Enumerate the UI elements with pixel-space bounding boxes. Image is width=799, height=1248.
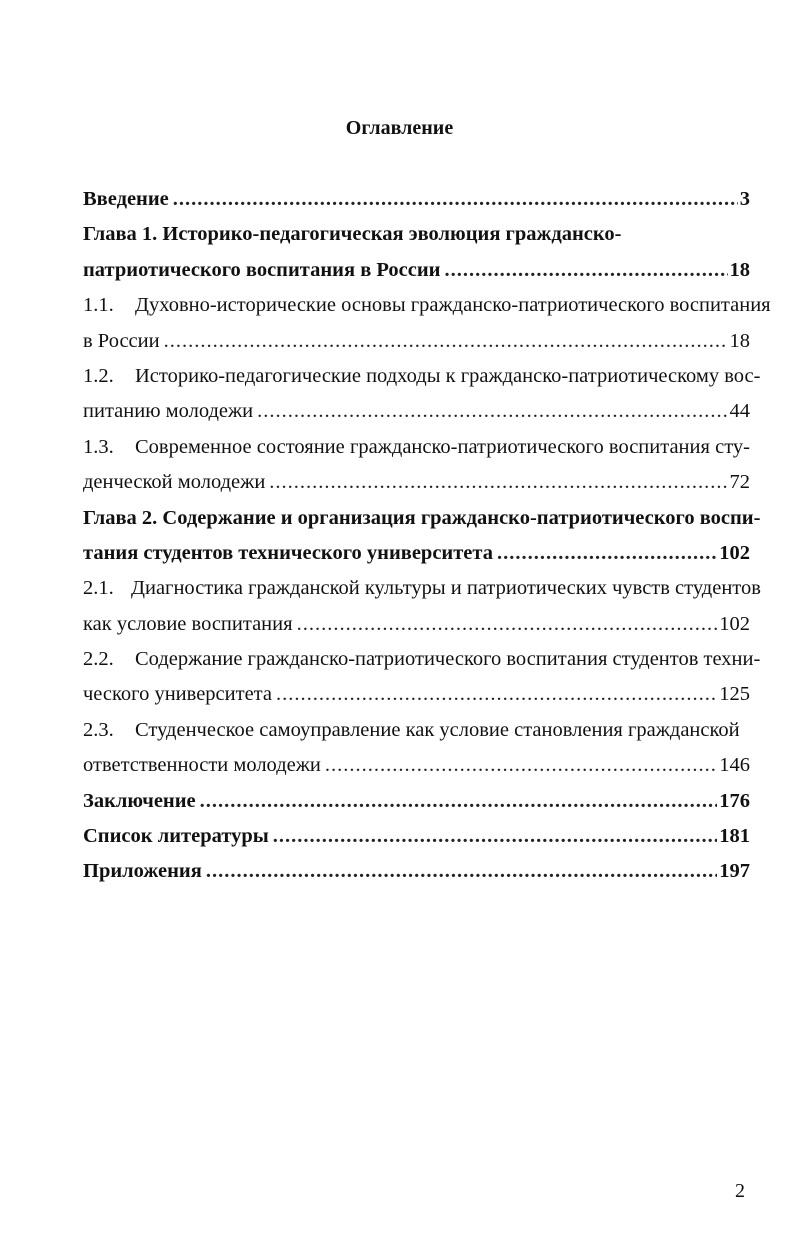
toc-entry-label: Заключение [83,789,196,812]
toc-entry-section-1-1-line-2[interactable] [83,326,750,361]
toc-entry-label: Введение [83,188,169,210]
toc-entry-label: патриотического воспитания в России [83,258,441,281]
dot-leader [206,856,717,886]
toc-entry-label [83,432,750,462]
toc-entry-label [83,573,761,603]
toc-entry-intro[interactable] [83,184,750,219]
toc-page-number: 44 [729,400,750,423]
dot-leader [257,396,727,426]
dot-leader [276,679,717,709]
toc-entry-section-1-3-line-2[interactable] [83,467,750,502]
toc-page-number: 197 [719,860,750,883]
section-number: 1.2. [83,364,114,387]
toc-page-number: 18 [729,329,750,352]
dot-leader [445,255,728,285]
section-title: Историко-педагогические подходы к гражданско-патриотическому вос- [135,364,761,387]
dot-leader [297,609,718,639]
toc-entry-references[interactable] [83,821,750,856]
toc-entry-label [83,361,761,391]
toc-page-number: 181 [719,825,750,848]
section-number: 2.1. [83,577,114,600]
section-number: 1.1. [83,294,114,317]
toc-entry-label [83,644,761,674]
section-number: 1.3. [83,435,114,458]
toc-page-number: 102 [719,612,750,635]
toc-entry-section-2-3-line-1[interactable] [83,715,750,750]
dot-leader [164,326,728,356]
toc-entry-section-2-2-line-2[interactable] [83,679,750,714]
toc-entry-section-1-3-line-1[interactable] [83,432,750,467]
dot-leader [269,467,727,497]
dot-leader [200,786,718,816]
section-title: Студенческое самоуправление как условие становления гражданской [135,718,740,741]
toc-entry-appendix[interactable] [83,856,750,891]
dot-leader [273,821,717,851]
toc-entry-label: денческой молодежи [83,471,266,494]
section-title: Диагностика гражданской культуры и патриотических чувств студентов [131,577,761,600]
toc-entry-section-2-1-line-1[interactable] [83,573,761,608]
toc-entry-section-1-1-line-1[interactable] [83,290,771,325]
toc-entry-section-1-2-line-2[interactable] [83,396,750,431]
section-title: Духовно-исторические основы гражданско-патриотического воспитания [135,294,771,317]
section-title: Современное состояние гражданско-патриотического воспитания сту- [135,435,750,458]
toc-entry-label: Глава 1. Историко-педагогическая эволюция гражданско- [83,223,622,246]
page-title: Оглавление [345,117,454,139]
toc-page-number: 3 [739,188,750,210]
toc-entry-label: ческого университета [83,683,272,706]
dot-leader [173,184,738,214]
toc-entry-label [83,290,771,320]
toc-entry-section-1-2-line-1[interactable] [83,361,761,396]
toc-entry-chapter-1-line-2[interactable] [83,255,750,290]
toc-entry-label: тания студентов технического университета [83,541,493,564]
toc-entry-chapter-2-line-1[interactable] [83,503,761,538]
dot-leader [497,538,717,568]
toc-page-number: 146 [719,754,750,777]
toc-entry-label: в России [83,329,160,352]
toc-entry-section-2-3-line-2[interactable] [83,750,750,785]
toc-page-number: 176 [719,789,750,812]
toc-entry-section-2-1-line-2[interactable] [83,609,750,644]
section-number: 2.2. [83,648,114,671]
section-title: Содержание гражданско-патриотического воспитания студентов техни- [135,648,761,671]
toc-page-number: 102 [719,541,750,564]
toc-entry-section-2-2-line-1[interactable] [83,644,761,679]
toc-entry-label [83,715,740,745]
toc-entry-chapter-1-line-1[interactable] [83,219,750,254]
toc-page-number: 18 [729,258,750,281]
toc-entry-label: Глава 2. Содержание и организация гражданско-патриотического воспи- [83,506,761,529]
toc-entry-label: как условие воспитания [83,612,293,635]
toc-entry-label: Приложения [83,860,202,883]
page-number: 2 [735,1180,745,1202]
toc-entry-label: ответственности молодежи [83,754,321,777]
dot-leader [325,750,717,780]
toc-entry-chapter-2-line-2[interactable] [83,538,750,573]
toc-entry-label: питанию молодежи [83,400,254,423]
table-of-contents [83,184,771,892]
section-number: 2.3. [83,718,114,741]
toc-entry-label: Список литературы [83,825,269,848]
toc-page-number: 72 [729,471,750,494]
toc-entry-conclusion[interactable] [83,786,750,821]
toc-page-number: 125 [719,683,750,706]
